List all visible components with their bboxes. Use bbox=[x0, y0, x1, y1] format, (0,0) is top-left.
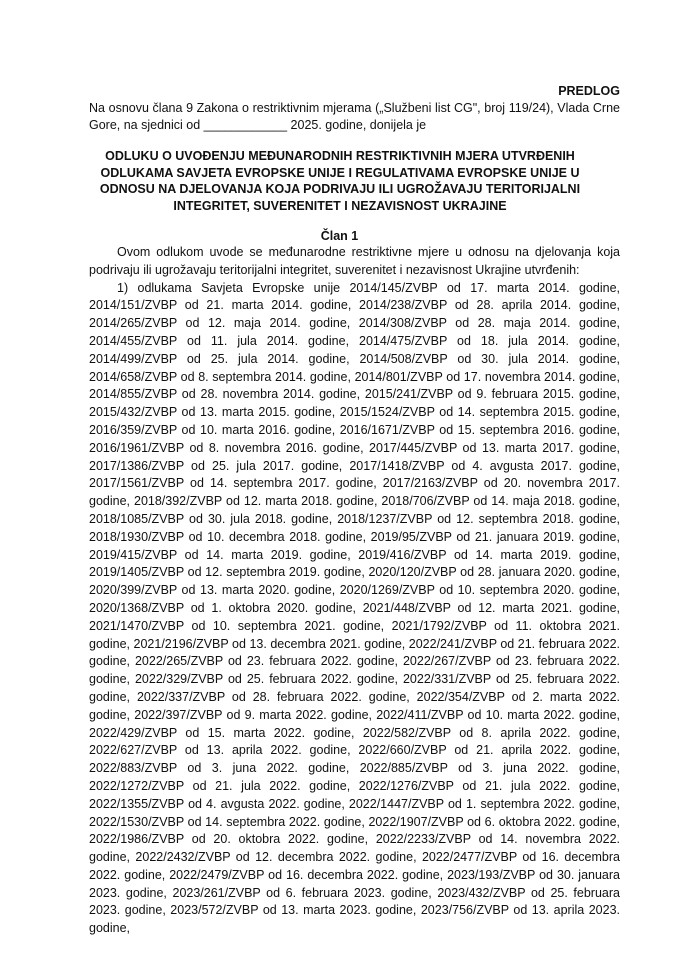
decision-title bbox=[60, 148, 620, 214]
article-body bbox=[89, 244, 620, 938]
preamble-paragraph bbox=[89, 100, 620, 134]
article-intro: Ovom odlukom uvode se međunarodne restriktivne mjere u odnosu na djelovanja koja podrivaju ili ugrožavaju teritorijalni integritet, suverenitet i nezavisnost Ukrajine utvrđenih: bbox=[89, 245, 620, 277]
article-item-1: 1) odlukama Savjeta Evropske unije 2014/145/ZVBP od 17. marta 2014. godine, 2014/151/ZVBP od 21. marta 2014. godine, 2014/238/ZVBP od 28. aprila 2014. godine, 2014/265/ZVBP od 12. maja 2014. godine, 2014/308/ZVBP od 28. maja 2014. godine, 2014/455/ZVBP od 11. jula 2014. godine, 2014/475/ZVBP od 18. jula 2014. godine, 2014/499/ZVBP od 25. jula 2014. godine, 2014/508/ZVBP od 30. jula 2014. godine, 2014/658/ZVBP od 8. septembra 2014. godine, 2014/801/ZVBP od 17. novembra 2014. godine, 2014/855/ZVBP od 28. novembra 2014. godine, 2015/241/ZVBP od 9. februara 2015. godine, 2015/432/ZVBP od 13. marta 2015. godine, 2015/1524/ZVBP od 14. septembra 2015. godine, 2016/359/ZVBP od 10. marta 2016. godine, 2016/1671/ZVBP od 15. septembra 2016. godine, 2016/1961/ZVBP od 8. novembra 2016. godine, 2017/445/ZVBP od 13. marta 2017. godine, 2017/1386/ZVBP od 25. jula 2017. godine, 2017/1418/ZVBP od 4. avgusta 2017. godine, 2017/1561/ZVBP od 14. septembra 2017. godine, 2017/2163/ZVBP od 20. novembra 2017. godine, 2018/392/ZVBP od 12. marta 2018. godine, 2018/706/ZVBP od 14. maja 2018. godine, 2018/1085/ZVBP od 30. jula 2018. godine, 2018/1237/ZVBP od 12. septembra 2018. godine, 2018/1930/ZVBP od 10. decembra 2018. godine, 2019/95/ZVBP od 21. januara 2019. godine, 2019/415/ZVBP od 14. marta 2019. godine, 2019/416/ZVBP od 14. marta 2019. godine, 2019/1405/ZVBP od 12. septembra 2019. godine, 2020/120/ZVBP od 28. januara 2020. godine, 2020/399/ZVBP od 13. marta 2020. godine, 2020/1269/ZVBP od 10. septembra 2020. godine, 2020/1368/ZVBP od 1. oktobra 2020. godine, 2021/448/ZVBP od 12. marta 2021. godine, 2021/1470/ZVBP od 10. septembra 2021. godine, 2021/1792/ZVBP od 11. oktobra 2021. godine, 2021/2196/ZVBP od 13. decembra 2021. godine, 2022/241/ZVBP od 21. februara 2022. godine, 2022/265/ZVBP od 23. februara 2022. godine, 2022/267/ZVBP od 23. februara 2022. godine, 2022/329/ZVBP od 25. februara 2022. godine, 2022/331/ZVBP od 25. februara 2022. godine, 2022/337/ZVBP od 28. februara 2022. godine, 2022/354/ZVBP od 2. marta 2022. godine, 2022/397/ZVBP od 9. marta 2022. godine, 2022/411/ZVBP od 10. marta 2022. godine, 2022/429/ZVBP od 15. marta 2022. godine, 2022/582/ZVBP od 8. aprila 2022. godine, 2022/627/ZVBP od 13. aprila 2022. godine, 2022/660/ZVBP od 21. aprila 2022. godine, 2022/883/ZVBP od 3. juna 2022. godine, 2022/885/ZVBP od 3. juna 2022. godine, 2022/1272/ZVBP od 21. jula 2022. godine, 2022/1276/ZVBP od 21. jula 2022. godine, 2022/1355/ZVBP od 4. avgusta 2022. godine, 2022/1447/ZVBP od 1. septembra 2022. godine, 2022/1530/ZVBP od 14. septembra 2022. godine, 2022/1907/ZVBP od 6. oktobra 2022. godine, 2022/1986/ZVBP od 20. oktobra 2022. godine, 2022/2233/ZVBP od 14. novembra 2022. godine, 2022/2432/ZVBP od 12. decembra 2022. godine, 2022/2477/ZVBP od 16. decembra 2022. godine, 2022/2479/ZVBP od 16. decembra 2022. godine, 2023/193/ZVBP od 30. januara 2023. godine, 2023/261/ZVBP od 6. februara 2023. godine, 2023/432/ZVBP od 25. februara 2023. godine, 2023/572/ZVBP od 13. marta 2023. godine, 2023/756/ZVBP od 13. aprila 2023. godine, bbox=[89, 280, 620, 936]
title-line-4: INTEGRITET, SUVERENITET I NEZAVISNOST UKRAJINE bbox=[173, 198, 507, 213]
article-heading: Član 1 bbox=[320, 229, 359, 243]
title-line-2: ODLUKAMA SAVJETA EVROPSKE UNIJE I REGULATIVAMA EVROPSKE UNIJE U bbox=[100, 165, 580, 180]
title-line-1: ODLUKU O UVOĐENJU MEĐUNARODNIH RESTRIKTIVNIH MJERA UTVRĐENIH bbox=[105, 149, 575, 163]
preamble-text: Na osnovu člana 9 Zakona o restriktivnim mjerama („Službeni list CG", broj 119/24), Vlada Crne Gore, na sjednici od ____________ 2025. godine, donijela je bbox=[89, 101, 620, 132]
title-line-3: ODNOSU NA DJELOVANJA KOJA PODRIVAJU ILI UGROŽAVAJU TERITORIJALNI bbox=[99, 182, 581, 196]
proposal-label: PREDLOG bbox=[558, 84, 620, 98]
